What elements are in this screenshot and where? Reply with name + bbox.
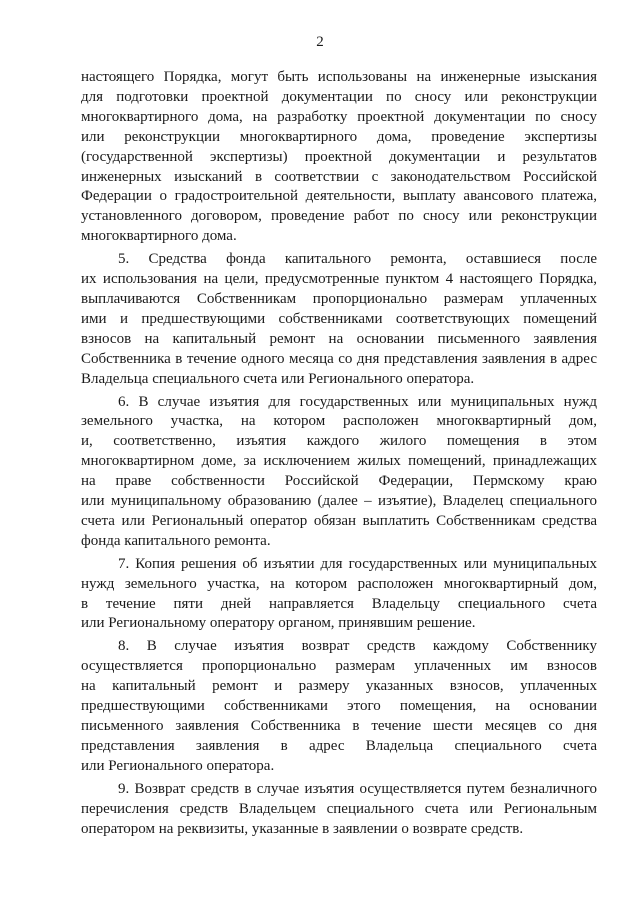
- paragraph-line: ими и предшествующими собственниками соответствующих помещений: [81, 310, 597, 327]
- paragraph-line: или Регионального оператора.: [81, 757, 275, 774]
- paragraph-line: и, соответственно, изъятия каждого жилого помещения в этом: [81, 433, 597, 450]
- paragraph-line: Федерации о градостроительной деятельности, выплату авансового платежа,: [81, 188, 597, 205]
- paragraph-line: инженерных изысканий в соответствии с законодательством Российской: [81, 168, 597, 185]
- paragraph-line: представления заявления в адрес Владельца специального счета: [81, 737, 597, 754]
- paragraph-line: 8. В случае изъятия возврат средств каждому Собственнику: [118, 638, 597, 655]
- paragraph: [81, 68, 597, 247]
- page-number: 2: [316, 34, 324, 50]
- paragraph-line: на капитальный ремонт и размеру указанных взносов, уплаченных: [81, 678, 597, 695]
- paragraph-line: взносов на капитальный ремонт на основании письменного заявления: [81, 330, 597, 347]
- paragraph-line: земельного участка, на котором расположен многоквартирный дом,: [81, 413, 597, 430]
- paragraph-line: на праве собственности Российской Федерации, Пермскому краю: [81, 473, 597, 490]
- paragraph-line: выплачиваются Собственникам пропорционально размерам уплаченных: [81, 290, 597, 307]
- paragraph-line: в течение пяти дней направляется Владельцу специального счета: [81, 595, 597, 612]
- paragraph-line: осуществляется пропорционально размерам уплаченных им взносов: [81, 658, 597, 675]
- paragraph-line: или реконструкции многоквартирного дома, проведение экспертизы: [81, 128, 597, 145]
- paragraph-line: 6. В случае изъятия для государственных или муниципальных нужд: [118, 393, 597, 410]
- paragraph-line: или муниципальному образованию (далее – изъятие), Владелец специального: [81, 493, 597, 510]
- paragraph-line: для подготовки проектной документации по сносу или реконструкции: [81, 88, 597, 105]
- paragraph-line: 7. Копия решения об изъятии для государственных или муниципальных: [118, 555, 597, 572]
- paragraph-line: многоквартирном доме, за исключением жилых помещений, принадлежащих: [81, 453, 597, 470]
- paragraph-line: Владельца специального счета или Регионального оператора.: [81, 370, 475, 387]
- document-body: [81, 68, 597, 842]
- paragraph-line: 9. Возврат средств в случае изъятия осуществляется путем безналичного: [118, 780, 597, 797]
- paragraph-line: их использования на цели, предусмотренные пунктом 4 настоящего Порядка,: [81, 271, 597, 288]
- paragraph: [81, 393, 597, 552]
- paragraph-line: Собственника в течение одного месяца со дня представления заявления в адрес: [81, 350, 597, 367]
- paragraph-line: многоквартирного дома, на разработку проектной документации по сносу: [81, 108, 597, 125]
- paragraph: [81, 780, 597, 840]
- paragraph-line: многоквартирного дома.: [81, 228, 237, 245]
- paragraph: [81, 250, 597, 389]
- paragraph: [81, 637, 597, 776]
- paragraph-line: оператором на реквизиты, указанные в заявлении о возврате средств.: [81, 820, 524, 837]
- paragraph-line: или Региональному оператору органом, принявшим решение.: [81, 615, 476, 632]
- paragraph-line: письменного заявления Собственника в течение шести месяцев со дня: [81, 718, 597, 734]
- paragraph-line: фонда капитального ремонта.: [81, 532, 271, 549]
- paragraph-line: предшествующими собственниками этого помещения, на основании: [81, 698, 597, 715]
- paragraph-line: счета или Региональный оператор обязан выплатить Собственникам средства: [81, 512, 597, 529]
- paragraph-line: установленного договором, проведение работ по сносу или реконструкции: [81, 208, 597, 225]
- paragraph-line: 5. Средства фонда капитального ремонта, оставшиеся после: [118, 251, 597, 268]
- paragraph: [81, 555, 597, 635]
- paragraph-line: настоящего Порядка, могут быть использованы на инженерные изыскания: [81, 69, 597, 85]
- paragraph-line: нужд земельного участка, на котором расположен многоквартирный дом,: [81, 575, 597, 592]
- paragraph-line: (государственной экспертизы) проектной документации и результатов: [81, 148, 597, 165]
- paragraph-line: перечисления средств Владельцем специального счета или Региональным: [81, 800, 597, 817]
